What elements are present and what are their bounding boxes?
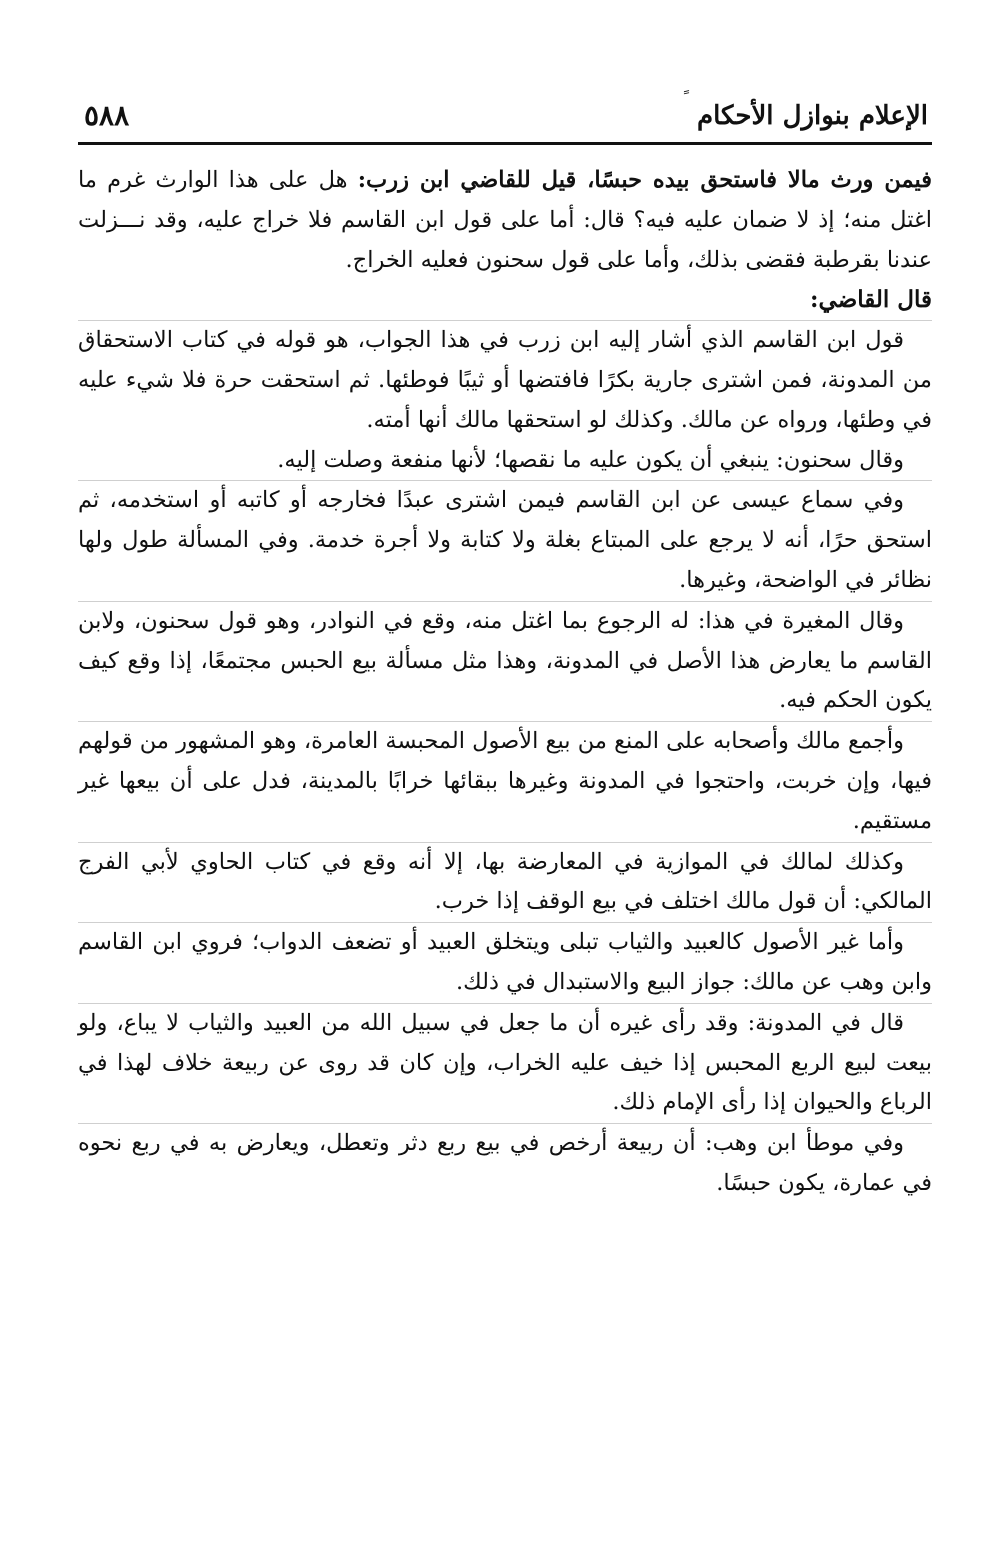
page-body (78, 145, 932, 1204)
paragraph-6: وأجمع مالك وأصحابه على المنع من بيع الأصول المحبسة العامرة، وهو المشهور من قولهم فيها، وإن خربت، واحتجوا في المدونة وغيرها ببقائها خرابًا بالمدينة، فدل على أن بيعها غير مستقيم. (78, 721, 932, 841)
paragraph-1-lead: فيمن ورث مالا فاستحق بيده حبسًا، قيل للقاضي ابن زرب: (357, 167, 932, 193)
book-title: الإعلام بنوازل الأحكام (697, 101, 928, 131)
paragraph-5: وقال المغيرة في هذا: له الرجوع بما اغتل منه، وقع في النوادر، وهو قول سحنون، ولابن القاسم ما يعارض هذا الأصل في المدونة، وهذا مثل مسألة بيع الحبس مجتمعًا، إذا وقع كيف يكون الحكم فيه. (78, 601, 932, 721)
paragraph-3: وقال سحنون: ينبغي أن يكون عليه ما نقصها؛ لأنها منفعة وصلت إليه. (277, 446, 904, 473)
paragraph-2: قول ابن القاسم الذي أشار إليه ابن زرب في هذا الجواب، هو قوله في كتاب الاستحقاق من المدونة، فمن اشترى جارية بكرًا فافتضها أو ثيبًا فوطئها. ثم استحقت حرة فلا شيء عليه في وطئها، ورواه عن مالك. وكذلك لو استحقها مالك أنها أمته. (78, 320, 932, 440)
paragraph-1-text: هل على هذا الوارث غرم ما اغتل منه؛ إذ لا ضمان عليه فيه؟ قال: أما على قول ابن القاسم فلا خراج عليه، وقد نـــزلت عندنا بقرطبة فقضى بذلك، وأما على قول سحنون فعليه الخراج. (78, 167, 932, 273)
paragraph-7: وكذلك لمالك في الموازية في المعارضة بها، إلا أنه وقع في كتاب الحاوي لأبي الفرج المالكي: أن قول مالك اختلف في بيع الوقف إذا خرب. (78, 842, 932, 923)
paragraph-8: وأما غير الأصول كالعبيد والثياب تبلى ويتخلق العبيد أو تضعف الدواب؛ فروي ابن القاسم وابن وهب عن مالك: جواز البيع والاستبدال في ذلك. (78, 922, 932, 1003)
page-number: ٥٨٨ (84, 99, 130, 132)
paragraph-9: قال في المدونة: وقد رأى غيره أن ما جعل في سبيل الله من العبيد والثياب لا يباع، ولو بيعت لبيع الربع المحبس إذا خيف عليه الخراب، وإن كان قد روى عن ربيعة خلاف لهذا في الرباع والحيوان إذا رأى الإمام ذلك. (78, 1003, 932, 1123)
paragraph-4: وفي سماع عيسى عن ابن القاسم فيمن اشترى عبدًا فخارجه أو كاتبه أو استخدمه، ثم استحق حرًا، أنه لا يرجع على المبتاع بغلة ولا كتابة ولا أجرة خدمة. وفي المسألة طول ولها نظائر في الواضحة، وغيرها. (78, 480, 932, 600)
paragraph-1 (78, 161, 932, 280)
running-header (78, 80, 932, 145)
section-heading: قال القاضي: (810, 286, 932, 314)
book-page (78, 80, 932, 1520)
paragraph-10: وفي موطأ ابن وهب: أن ربيعة أرخص في بيع ربع دثر وتعطل، ويعارض به في ربع نحوه في عمارة، يكون حبسًا. (78, 1123, 932, 1204)
